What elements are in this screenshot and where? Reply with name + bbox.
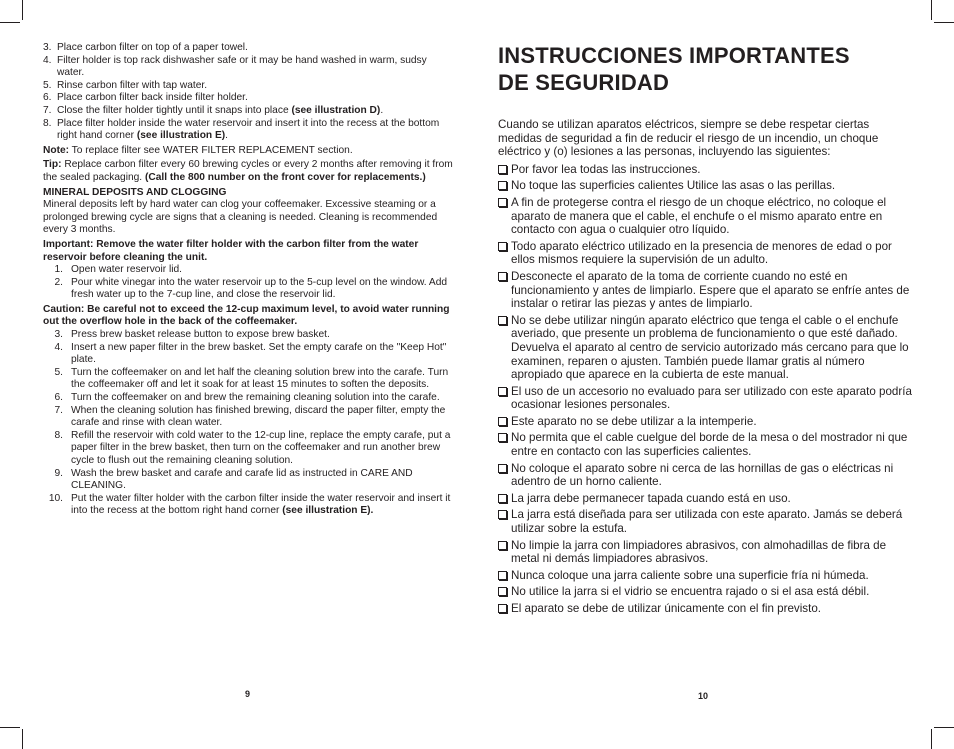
list-item [43,367,455,392]
note-paragraph [43,145,455,158]
step-number: 10. [48,492,63,504]
step-text: Close the filter holder tightly until it snaps into place [57,104,292,116]
checklist-item-text: La jarra está diseñada para ser utilizada con este aparato. Jamás se deberá utilizar sobre la estufa. [511,508,903,536]
crop-mark [931,0,932,20]
list-item [43,392,455,405]
caution-paragraph: Caution: Be careful not to exceed the 12-cup maximum level, to avoid water running out the overflow hole in the back of the coffeemaker. [43,303,450,328]
step-number: 1. [54,264,63,276]
checkbox-bullet-icon [498,464,507,473]
checklist-item-text: No se debe utilizar ningún aparato eléctrico que tenga el cable o el enchufe averiado, que presente un problema de funcionamiento o que esté dañado. Devuelva el aparato al centro de servicio autorizado más cercano para que lo examinen, reparen o ajusten. También puede llamar gratis al número apropiado que aparece en la cubierta de este manual. [511,313,909,382]
step-text: Rinse carbon filter with tap water. [57,79,208,91]
intro-paragraph: Cuando se utilizan aparatos eléctricos, siempre se debe respetar ciertas medidas de seguridad a fin de reducir el riesgo de un incendio, un choque eléctrico y (o) lesiones a las personas, incluyendo las siguientes: [498,118,879,159]
step-text: Filter holder is top rack dishwasher safe or it may be hand washed in warm, sudsy water. [57,54,427,79]
filter-steps-list [43,42,455,143]
list-item [498,539,912,566]
step-text: Press brew basket release button to expose brew basket. [71,329,330,341]
step-text: Turn the coffeemaker on and brew the remaining cleaning solution into the carafe. [71,392,440,404]
list-item [498,270,912,311]
step-text: Open water reservoir lid. [71,264,182,276]
safety-checklist [498,163,912,616]
cleaning-steps-list-continued [43,329,455,518]
list-item [498,569,912,583]
crop-mark [22,0,23,20]
page-title [498,42,912,96]
crop-mark [22,729,23,749]
crop-mark [931,729,932,749]
list-item [43,105,455,118]
list-item [498,602,912,616]
list-item [498,585,912,599]
checklist-item-text: Este aparato no se debe utilizar a la intemperie. [511,414,757,428]
checkbox-bullet-icon [498,242,507,251]
note-text: To replace filter see WATER FILTER REPLACEMENT section. [69,144,353,156]
list-item [498,431,912,458]
step-reference: (see illustration D) [291,104,381,116]
list-item [498,415,912,429]
step-number: 2. [54,276,63,288]
checkbox-bullet-icon [498,433,507,442]
step-number: 5. [54,366,63,378]
checkbox-bullet-icon [498,541,507,550]
list-item [498,508,912,535]
page-title-line-1: INSTRUCCIONES IMPORTANTES [498,43,850,68]
step-punctuation: . [380,104,384,116]
crop-mark [0,727,20,728]
tip-label: Tip: [43,159,62,171]
checklist-item-text: No utilice la jarra si el vidrio se encuentra rajado o si el asa está débil. [511,585,870,599]
list-item [498,492,912,506]
list-item [43,493,455,518]
list-item [43,277,455,302]
list-item [498,179,912,193]
step-reference: (see illustration E). [282,505,374,517]
list-item [498,196,912,237]
checklist-item-text: El uso de un accesorio no evaluado para ser utilizado con este aparato podría ocasionar lesiones personales. [511,384,912,412]
step-number: 3. [54,329,63,341]
step-text: Place filter holder inside the water reservoir and insert it into the recess at the bottom right hand corner [57,117,440,142]
checkbox-bullet-icon [498,510,507,519]
list-item [43,42,455,55]
page-number-right: 10 [698,691,709,701]
section-heading: MINERAL DEPOSITS AND CLOGGING [43,186,227,198]
crop-mark [934,22,954,23]
checklist-item-text: Desconecte el aparato de la toma de corriente cuando no esté en funcionamiento y antes de limpiarlo. Espere que el aparato se enfríe antes de instalar o retirar las piezas y antes de limpiarlo. [511,269,910,311]
list-item [43,55,455,80]
tip-text: Replace carbon filter every 60 brewing cycles or every 2 months after removing it from the sealed packaging. [43,159,453,183]
step-number: 4. [54,341,63,353]
note-label: Note: [43,144,70,156]
list-item [43,468,455,493]
checkbox-bullet-icon [498,494,507,503]
list-item [498,314,912,382]
cleaning-steps-list [43,264,455,302]
step-text: Turn the coffeemaker on and let half the cleaning solution brew into the carafe. Turn the coffeemaker off and let it soak for at least 15 minutes to soften the deposits. [71,366,449,391]
step-number: 6. [54,392,63,404]
page-number-left: 9 [245,689,251,699]
right-page [498,42,912,619]
checklist-item-text: A fin de protegerse contra el riesgo de un choque eléctrico, no coloque el aparato de manera que el cable, el enchufe o el mismo aparato entre en contacto con agua o cualquier otro líquido. [511,195,887,237]
checkbox-bullet-icon [498,387,507,396]
checklist-item-text: No limpie la jarra con limpiadores abrasivos, con almohadillas de fibra de metal ni demás limpiadores abrasivos. [511,538,887,566]
checkbox-bullet-icon [498,272,507,281]
step-punctuation: . [225,130,229,142]
checklist-item-text: No coloque el aparato sobre ni cerca de las hornillas de gas o eléctricas ni adentro de un horno caliente. [511,461,894,489]
list-item [43,118,455,143]
left-page [43,42,455,518]
checkbox-bullet-icon [498,165,507,174]
list-item [43,405,455,430]
tip-paragraph [43,159,455,184]
step-number: 9. [54,467,63,479]
step-number: 7. [54,404,63,416]
section-body: Mineral deposits left by hard water can clog your coffeemaker. Excessive steaming or a prolonged brewing cycle are signs that a cleaning is needed. Cleaning is recommended every 3 months. [43,199,438,236]
list-item [498,385,912,412]
checklist-item-text: Por favor lea todas las instrucciones. [511,162,701,176]
list-item [498,240,912,267]
list-item [43,264,455,277]
checkbox-bullet-icon [498,417,507,426]
list-item [498,163,912,177]
step-number: 4. [43,54,52,66]
checkbox-bullet-icon [498,571,507,580]
step-text: Place carbon filter on top of a paper towel. [57,42,248,53]
crop-mark [0,22,20,23]
list-item [43,430,455,468]
list-item [43,80,455,93]
step-text: Refill the reservoir with cold water to the 12-cup line, replace the empty carafe, put a paper filter in the brew basket, then turn on the coffeemaker and run another brew cycle to flush out the remaining cleaning solution. [71,429,451,466]
list-item [43,342,455,367]
step-text: When the cleaning solution has finished brewing, discard the paper filter, empty the carafe and rinse with clean water. [71,404,446,429]
step-number: 6. [43,92,52,104]
checkbox-bullet-icon [498,181,507,190]
step-number: 5. [43,79,52,91]
checklist-item-text: El aparato se debe de utilizar únicamente con el fin previsto. [511,602,821,615]
step-number: 3. [43,42,52,53]
checklist-item-text: No permita que el cable cuelgue del borde de la mesa o del mostrador ni que entre en contacto con las superficies calientes. [511,431,908,459]
important-paragraph: Important: Remove the water filter holder with the carbon filter from the water reservoir before cleaning the unit. [43,238,419,263]
step-number: 7. [43,104,52,116]
checkbox-bullet-icon [498,587,507,596]
checklist-item-text: No toque las superficies calientes Utilice las asas o las perillas. [511,179,836,193]
checkbox-bullet-icon [498,604,507,613]
step-number: 8. [43,117,52,129]
step-text: Wash the brew basket and carafe and carafe lid as instructed in CARE AND CLEANING. [71,467,413,492]
step-reference: (see illustration E) [136,130,226,142]
checklist-item-text: Todo aparato eléctrico utilizado en la presencia de menores de edad o por ellos mismos requiere la supervisión de un adulto. [511,239,892,267]
page-title-line-2: DE SEGURIDAD [498,70,670,95]
checklist-item-text: Nunca coloque una jarra caliente sobre una superficie fría ni húmeda. [511,568,869,582]
step-text: Insert a new paper filter in the brew basket. Set the empty carafe on the "Keep Hot" plate. [71,341,447,366]
tip-callout: (Call the 800 number on the front cover for replacements.) [144,171,426,183]
list-item [43,92,455,105]
step-text: Place carbon filter back inside filter holder. [57,92,248,104]
checkbox-bullet-icon [498,316,507,325]
list-item [43,329,455,342]
step-text: Pour white vinegar into the water reservoir up to the 5-cup level on the window. Add fresh water up to the 7-cup line, and close the reservoir lid. [71,276,448,301]
step-text: Put the water filter holder with the carbon filter inside the water reservoir and insert it into the recess at the bottom right hand corner [71,492,451,517]
list-item [498,462,912,489]
checkbox-bullet-icon [498,198,507,207]
checklist-item-text: La jarra debe permanecer tapada cuando está en uso. [511,491,791,505]
step-number: 8. [54,429,63,441]
crop-mark [934,727,954,728]
